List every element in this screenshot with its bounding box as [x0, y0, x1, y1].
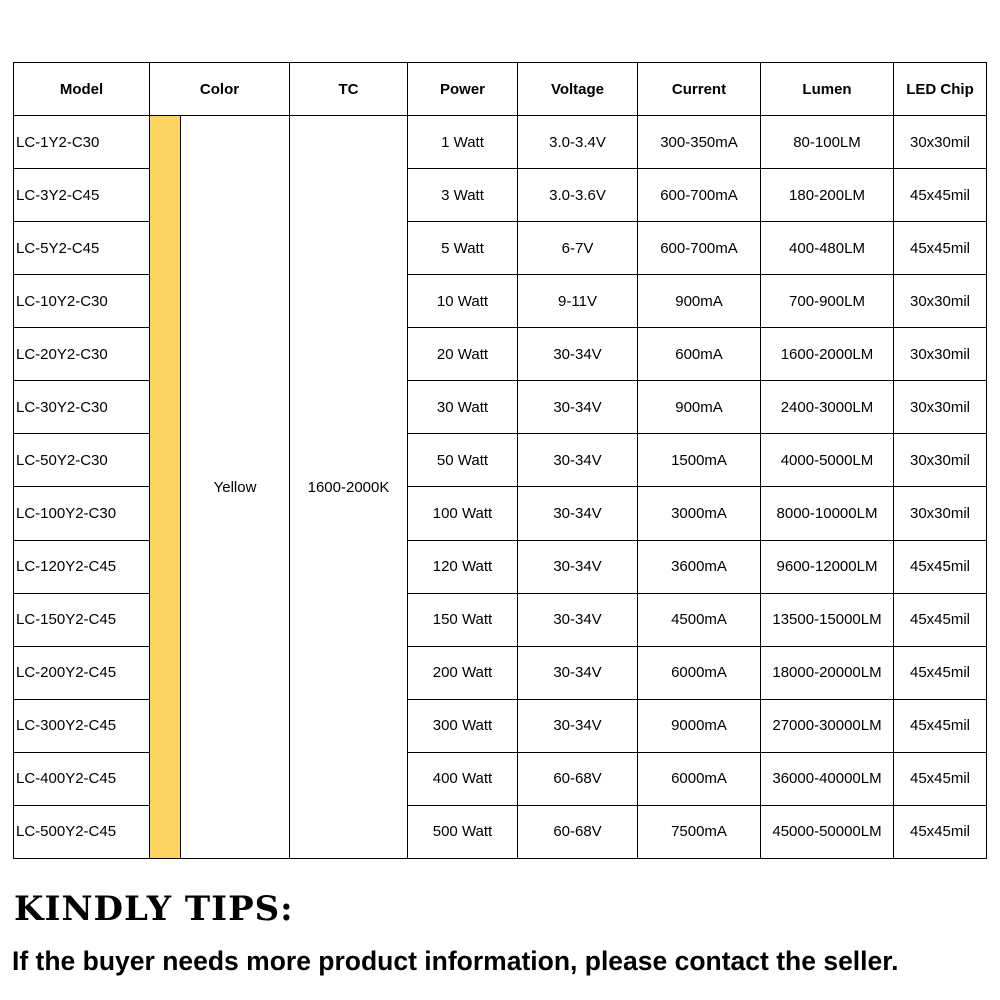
cell-led-chip: 45x45mil — [894, 222, 987, 275]
cell-voltage: 6-7V — [518, 222, 638, 275]
header-lumen: Lumen — [761, 63, 894, 116]
cell-voltage: 9-11V — [518, 275, 638, 328]
cell-model: LC-30Y2-C30 — [14, 381, 150, 434]
cell-lumen: 180-200LM — [761, 169, 894, 222]
cell-model: LC-400Y2-C45 — [14, 752, 150, 805]
cell-lumen: 700-900LM — [761, 275, 894, 328]
cell-lumen: 1600-2000LM — [761, 328, 894, 381]
cell-power: 20 Watt — [408, 328, 518, 381]
cell-lumen: 9600-12000LM — [761, 540, 894, 593]
cell-led-chip: 30x30mil — [894, 381, 987, 434]
cell-current: 6000mA — [638, 646, 761, 699]
cell-model: LC-300Y2-C45 — [14, 699, 150, 752]
cell-power: 500 Watt — [408, 805, 518, 858]
cell-model: LC-5Y2-C45 — [14, 222, 150, 275]
cell-model: LC-3Y2-C45 — [14, 169, 150, 222]
cell-led-chip: 30x30mil — [894, 487, 987, 540]
cell-voltage: 60-68V — [518, 805, 638, 858]
header-tc: TC — [290, 63, 408, 116]
cell-led-chip: 30x30mil — [894, 275, 987, 328]
cell-lumen: 36000-40000LM — [761, 752, 894, 805]
cell-led-chip: 45x45mil — [894, 540, 987, 593]
cell-current: 900mA — [638, 381, 761, 434]
cell-power: 300 Watt — [408, 699, 518, 752]
cell-lumen: 18000-20000LM — [761, 646, 894, 699]
cell-current: 600-700mA — [638, 169, 761, 222]
cell-power: 100 Watt — [408, 487, 518, 540]
cell-voltage: 30-34V — [518, 540, 638, 593]
cell-led-chip: 45x45mil — [894, 699, 987, 752]
cell-voltage: 60-68V — [518, 752, 638, 805]
header-voltage: Voltage — [518, 63, 638, 116]
cell-lumen: 2400-3000LM — [761, 381, 894, 434]
cell-voltage: 30-34V — [518, 646, 638, 699]
cell-model: LC-500Y2-C45 — [14, 805, 150, 858]
cell-lumen: 27000-30000LM — [761, 699, 894, 752]
cell-power: 400 Watt — [408, 752, 518, 805]
cell-current: 3000mA — [638, 487, 761, 540]
cell-voltage: 30-34V — [518, 593, 638, 646]
cell-model: LC-120Y2-C45 — [14, 540, 150, 593]
cell-voltage: 30-34V — [518, 487, 638, 540]
cell-model: LC-20Y2-C30 — [14, 328, 150, 381]
cell-tc: 1600-2000K — [290, 116, 408, 859]
cell-voltage: 30-34V — [518, 328, 638, 381]
tips-heading: KINDLY TIPS: — [14, 889, 294, 929]
color-swatch — [150, 116, 181, 858]
cell-led-chip: 30x30mil — [894, 328, 987, 381]
cell-lumen: 4000-5000LM — [761, 434, 894, 487]
cell-lumen: 13500-15000LM — [761, 593, 894, 646]
cell-current: 600mA — [638, 328, 761, 381]
cell-current: 7500mA — [638, 805, 761, 858]
spec-table — [13, 62, 987, 859]
cell-current: 300-350mA — [638, 116, 761, 169]
cell-led-chip: 30x30mil — [894, 116, 987, 169]
cell-power: 150 Watt — [408, 593, 518, 646]
cell-power: 30 Watt — [408, 381, 518, 434]
cell-model: LC-10Y2-C30 — [14, 275, 150, 328]
cell-voltage: 3.0-3.4V — [518, 116, 638, 169]
table-body — [14, 116, 987, 859]
header-current: Current — [638, 63, 761, 116]
cell-power: 5 Watt — [408, 222, 518, 275]
cell-model: LC-100Y2-C30 — [14, 487, 150, 540]
cell-current: 4500mA — [638, 593, 761, 646]
cell-power: 10 Watt — [408, 275, 518, 328]
cell-model: LC-200Y2-C45 — [14, 646, 150, 699]
cell-lumen: 8000-10000LM — [761, 487, 894, 540]
color-name: Yellow — [213, 478, 257, 496]
cell-led-chip: 45x45mil — [894, 752, 987, 805]
header-led-chip: LED Chip — [894, 63, 987, 116]
table-row — [14, 116, 987, 169]
cell-power: 120 Watt — [408, 540, 518, 593]
header-color: Color — [150, 63, 290, 116]
cell-led-chip: 45x45mil — [894, 646, 987, 699]
cell-led-chip: 30x30mil — [894, 434, 987, 487]
cell-lumen: 80-100LM — [761, 116, 894, 169]
cell-power: 1 Watt — [408, 116, 518, 169]
cell-color — [150, 116, 290, 859]
header-power: Power — [408, 63, 518, 116]
cell-power: 50 Watt — [408, 434, 518, 487]
cell-current: 6000mA — [638, 752, 761, 805]
cell-power: 200 Watt — [408, 646, 518, 699]
cell-voltage: 3.0-3.6V — [518, 169, 638, 222]
cell-voltage: 30-34V — [518, 434, 638, 487]
cell-power: 3 Watt — [408, 169, 518, 222]
cell-current: 3600mA — [638, 540, 761, 593]
tips-text: If the buyer needs more product information, please contact the seller. — [12, 946, 899, 976]
cell-current: 1500mA — [638, 434, 761, 487]
header-row — [14, 63, 987, 116]
cell-led-chip: 45x45mil — [894, 169, 987, 222]
header-model: Model — [14, 63, 150, 116]
cell-lumen: 400-480LM — [761, 222, 894, 275]
cell-led-chip: 45x45mil — [894, 805, 987, 858]
cell-model: LC-150Y2-C45 — [14, 593, 150, 646]
cell-model: LC-50Y2-C30 — [14, 434, 150, 487]
cell-lumen: 45000-50000LM — [761, 805, 894, 858]
cell-led-chip: 45x45mil — [894, 593, 987, 646]
cell-current: 9000mA — [638, 699, 761, 752]
cell-voltage: 30-34V — [518, 699, 638, 752]
cell-current: 900mA — [638, 275, 761, 328]
cell-model: LC-1Y2-C30 — [14, 116, 150, 169]
cell-current: 600-700mA — [638, 222, 761, 275]
cell-voltage: 30-34V — [518, 381, 638, 434]
